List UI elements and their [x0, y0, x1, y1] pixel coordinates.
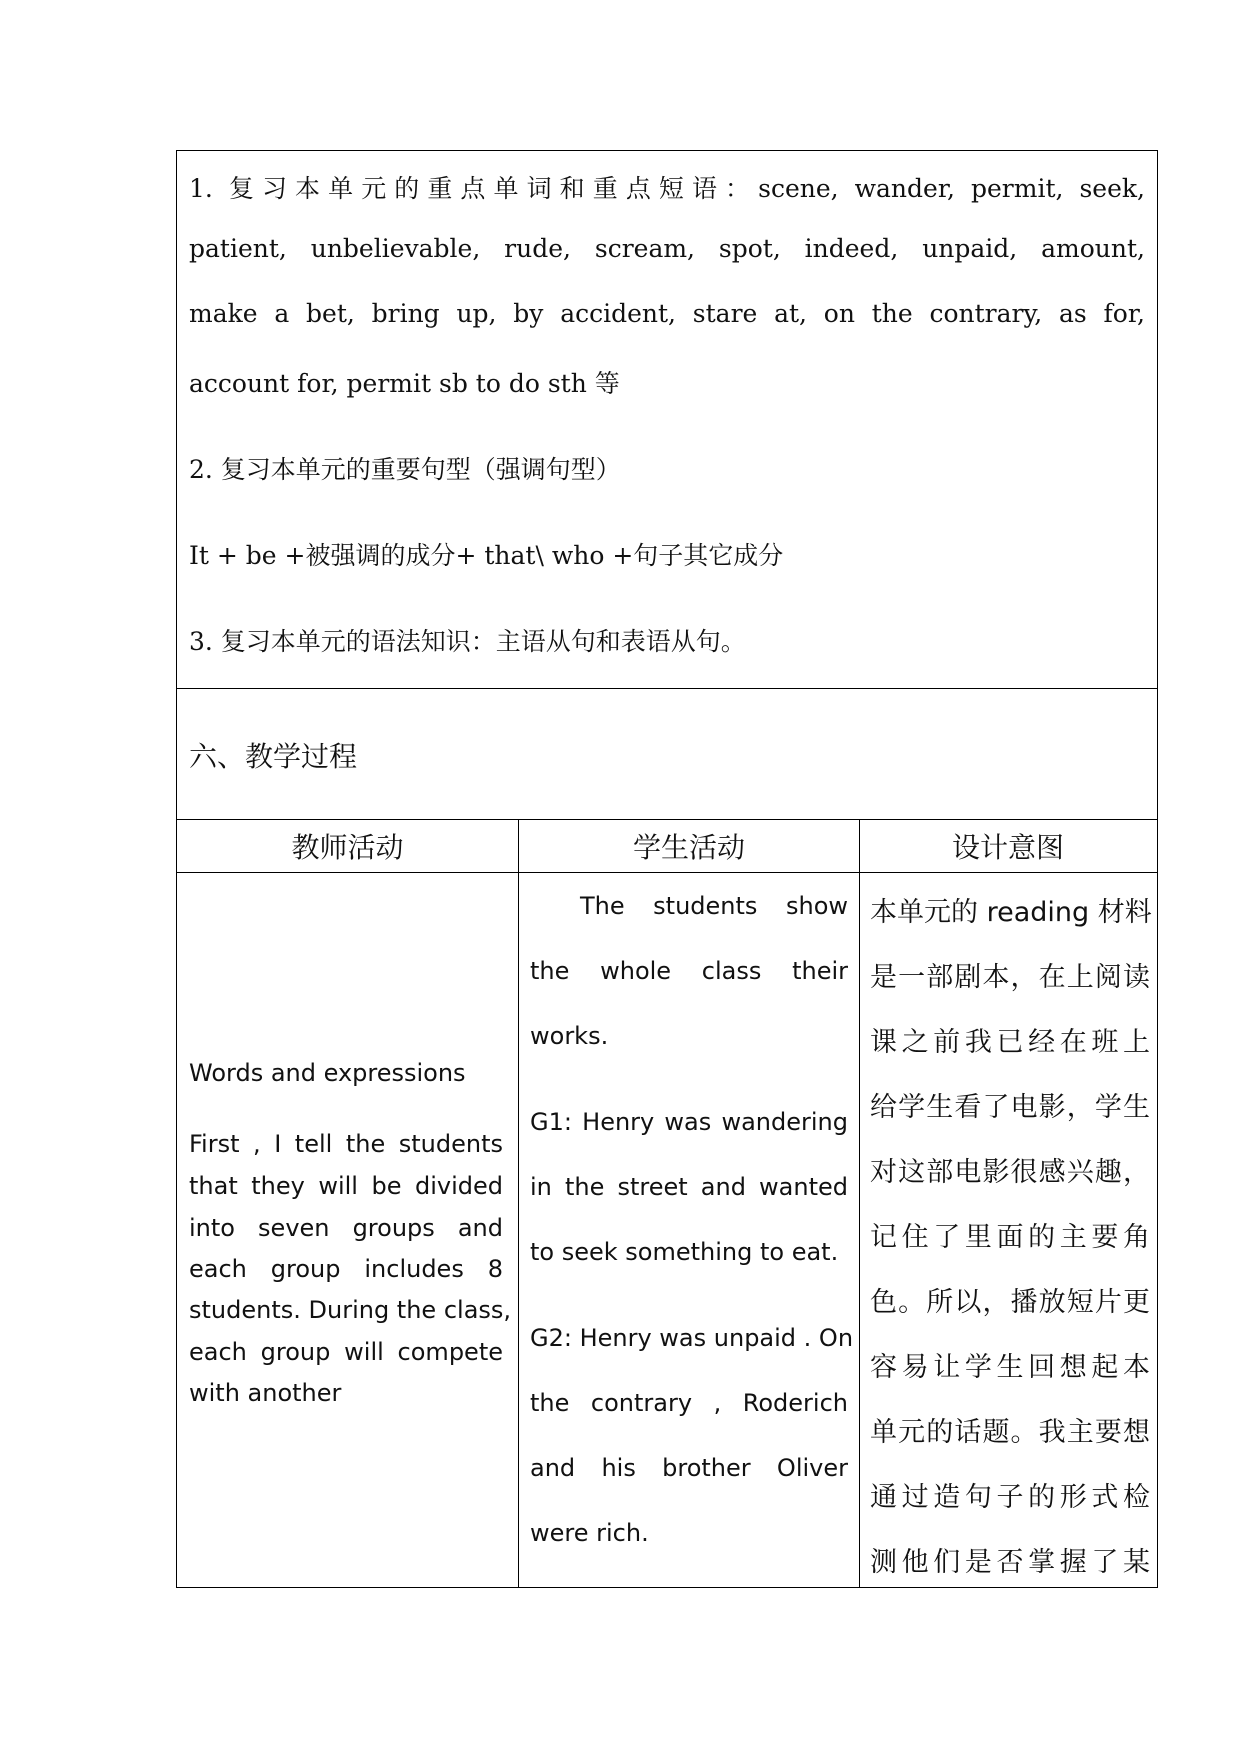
teacher-activity-line: with another — [189, 1379, 342, 1407]
design-intent-line: 容易让学生回想起本 — [870, 1352, 1150, 1383]
student-activity-line: to seek something to eat. — [530, 1238, 839, 1266]
design-intent-line: 给学生看了电影，学生 — [870, 1092, 1150, 1123]
design-intent-line: 色。所以，播放短片更 — [870, 1287, 1150, 1318]
design-intent-line: 记住了里面的主要角 — [870, 1222, 1150, 1253]
section-title: 六、教学过程 — [189, 740, 358, 773]
header-design-intent: 设计意图 — [951, 831, 1064, 864]
objective-line: 1. 复习本单元的重点单词和重点短语：scene, wander, permit, seek, — [189, 174, 1145, 203]
teacher-activity-heading: Words and expressions — [189, 1059, 466, 1087]
student-activity-line: G1: Henry was wandering — [530, 1108, 848, 1136]
student-activity-line: works. — [530, 1022, 609, 1050]
teacher-activity-line: into seven groups and — [189, 1214, 503, 1242]
teacher-activity-line: each group will compete — [189, 1338, 503, 1366]
teacher-activity-line: that they will be divided — [189, 1172, 503, 1200]
student-activity-line: The students show — [580, 892, 848, 920]
design-intent-line: 测他们是否掌握了某 — [870, 1547, 1150, 1578]
student-activity-line: the contrary , Roderich — [530, 1389, 848, 1417]
student-activity-line: were rich. — [530, 1519, 649, 1547]
objective-line: account for, permit sb to do sth 等 — [189, 369, 620, 398]
student-activity-line: and his brother Oliver — [530, 1454, 848, 1482]
section-title-cell — [176, 688, 1158, 820]
teacher-activity-line: students. During the class, — [189, 1296, 512, 1324]
column-divider — [518, 873, 519, 1587]
student-activity-line: the whole class their — [530, 957, 848, 985]
design-intent-line: 本单元的 reading 材料 — [870, 897, 1152, 928]
header-teacher-activity: 教师活动 — [291, 831, 404, 864]
objectives-cell — [176, 150, 1158, 689]
design-intent-line: 对这部电影很感兴趣， — [870, 1157, 1150, 1188]
student-activity-line: in the street and wanted — [530, 1173, 848, 1201]
objective-line: 3. 复习本单元的语法知识：主语从句和表语从句。 — [189, 627, 746, 656]
design-intent-line: 通过造句子的形式检 — [870, 1482, 1150, 1513]
design-intent-line: 课之前我已经在班上 — [870, 1027, 1150, 1058]
objective-line: patient, unbelievable, rude, scream, spot, indeed, unpaid, amount, — [189, 234, 1145, 263]
table-body-row — [176, 872, 1158, 1588]
teacher-activity-line: First , I tell the students — [189, 1130, 503, 1158]
objective-line: 2. 复习本单元的重要句型（强调句型） — [189, 455, 621, 484]
objective-line: make a bet, bring up, by accident, stare at, on the contrary, as for, — [189, 299, 1145, 328]
column-divider — [859, 873, 860, 1587]
design-intent-line: 单元的话题。我主要想 — [870, 1417, 1150, 1448]
header-student-activity: 学生活动 — [632, 831, 745, 864]
objective-line: It + be +被强调的成分+ that\ who +句子其它成分 — [189, 541, 784, 570]
student-activity-line: G2: Henry was unpaid . On — [530, 1324, 854, 1352]
teacher-activity-line: each group includes 8 — [189, 1255, 503, 1283]
design-intent-line: 是一部剧本，在上阅读 — [870, 962, 1150, 993]
table-header-row — [176, 819, 1158, 873]
